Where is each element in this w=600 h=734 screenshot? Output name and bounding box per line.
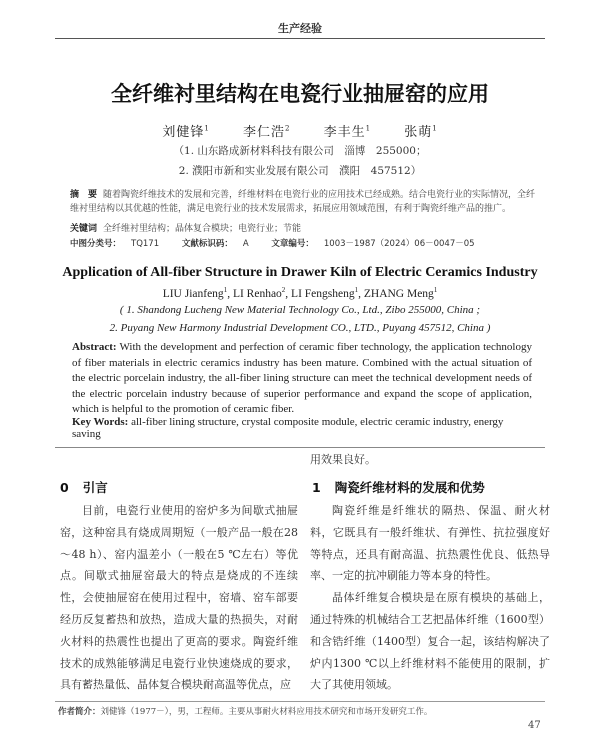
en-author-1: LIU Jianfeng$^1$ <box>162 286 228 300</box>
author-2: 李仁浩$^2$ <box>242 124 291 140</box>
section-title: 引言 <box>82 480 108 495</box>
page-number: 47 <box>528 720 541 731</box>
article-number-value: 1003－1987（2024）06－0047－05 <box>323 239 475 249</box>
keywords-label: 关键词 <box>70 224 98 234</box>
author-3: 李丰生$^1$ <box>323 124 372 140</box>
english-authors: LIU Jianfeng$^1$, LI Renhao$^2$, LI Fengsheng$^1$, ZHANG Meng$^1$ <box>162 286 438 300</box>
chinese-affiliation-1: （1. 山东路成新材料科技有限公司 淄博 255000； <box>173 145 427 157</box>
chinese-affiliation-2: 2. 濮阳市新和实业发展有限公司 濮阳 457512） <box>178 165 422 177</box>
author-footnote <box>58 705 538 717</box>
doc-code-value: A <box>242 239 249 249</box>
abstract-text: 随着陶瓷纤维技术的发展和完善，纤维材料在电瓷行业的应用技术已经成熟。结合电瓷行业的实际情况，全纤维衬里结构以其优越的性能，满足电瓷行业的技术发展需求，拓展应用领域范围，有利于陶瓷纤维产品的推广。 <box>70 190 536 214</box>
paragraph: 目前，电瓷行业使用的窑炉多为间歇式抽屉窑，这种窑具有烧成周期短（一般产品一般在28～48 h）、窑内温差小（一般在5 ℃左右）等优点。间歇式抽屉窑最大的特点是烧成的不连续性，会使抽屉窑在使用过程中，窑墙、窑车部要经历反复蓄热和放热，造成大量的热损失，对耐火材料的热震性也提出了更高的要求。陶瓷纤维技术的成熟能够满足电瓷行业快速烧成的要求，具有蓄热量低、晶体复合模块耐高温等优点，应 <box>60 504 298 692</box>
en-author-3: LI Fengsheng$^1$ <box>291 286 359 300</box>
continued-text: 用效果良好。 <box>310 453 376 466</box>
section-number: 0 <box>60 480 69 495</box>
clc-label: 中图分类号： <box>70 239 122 249</box>
footnote-text: 刘健锋（1977－），男，工程师。主要从事耐火材料应用技术研究和市场开发研究工作。 <box>100 707 433 717</box>
author-4: 张萌$^1$ <box>404 124 438 140</box>
en-keywords-text: all-fiber lining structure, crystal composite module, electric ceramic industry, energy saving <box>72 416 504 440</box>
footnote-label: 作者简介： <box>58 707 101 717</box>
paragraph: 陶瓷纤维是纤维状的隔热、保温、耐火材料，它既具有一般纤维状、有弹性、抗拉强度好等特点，还具有耐高温、抗热震性优良、低热导率、一定的抗冲刷能力等本身的特性。 <box>310 504 550 583</box>
section-title: 陶瓷纤维材料的发展和优势 <box>334 480 485 495</box>
en-author-4: ZHANG Meng$^1$ <box>363 286 438 300</box>
keywords-text: 全纤维衬里结构；晶体复合模块；电瓷行业；节能 <box>103 224 302 234</box>
section-1-heading <box>312 478 485 496</box>
english-affiliation-1: ( 1. Shandong Lucheng New Material Technology Co., Ltd., Zibo 255000, China ; <box>119 304 481 316</box>
header-rule <box>55 38 545 39</box>
en-author-2: LI Renhao$^2$ <box>232 286 286 300</box>
classification-line <box>70 237 540 249</box>
english-title: Application of All-fiber Structure in Drawer Kiln of Electric Ceramics Industry <box>62 265 538 280</box>
clc-value: TQ171 <box>131 239 160 249</box>
chinese-keywords <box>70 221 540 234</box>
left-column <box>60 500 298 696</box>
author-1: 刘健锋$^1$ <box>162 124 210 140</box>
section-0-heading <box>60 478 108 496</box>
running-header: 生产经验 <box>278 22 322 35</box>
english-abstract <box>72 340 532 418</box>
chinese-title: 全纤维衬里结构在电瓷行业抽屉窑的应用 <box>111 82 489 106</box>
en-keywords-label: Key Words: <box>72 416 129 428</box>
chinese-authors <box>0 121 600 140</box>
footnote-rule <box>55 701 545 702</box>
right-column <box>310 500 550 696</box>
section-number: 1 <box>312 480 321 495</box>
abstract-label: 摘 要 <box>70 190 98 200</box>
doc-code-label: 文献标识码： <box>181 239 233 249</box>
en-abstract-label: Abstract: <box>72 341 117 353</box>
chinese-abstract <box>70 188 540 216</box>
en-abstract-text: With the development and perfection of ceramic fiber technology, the application technology of fiber materials in electric ceramics industry has been mature. Combined with the actual situation of the electric porcelain industry, the all-fiber lining structure can meet the technical development needs of the electric porcelain industry because of superior performance and expand the scope of application, which is helpful to the promotion of ceramic fiber. <box>72 341 532 415</box>
english-keywords <box>72 416 532 440</box>
paragraph: 晶体纤维复合模块是在原有模块的基础上，通过特殊的机械结合工艺把晶体纤维（1600型）和含锆纤维（1400型）复合一起，该结构解决了炉内1300 ℃以上纤维材料不能使用的限制，扩大了其使用领域。 <box>310 591 550 692</box>
english-affiliation-2: 2. Puyang New Harmony Industrial Development CO., LTD., Puyang 457512, China ) <box>109 322 491 334</box>
article-number-label: 文章编号： <box>271 239 314 249</box>
separator-rule <box>55 447 545 448</box>
